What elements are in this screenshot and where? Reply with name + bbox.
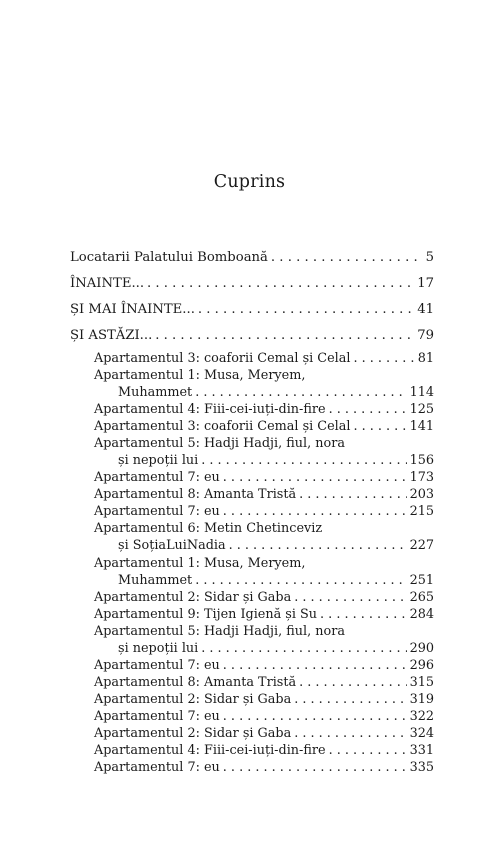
- page-title: Cuprins: [213, 172, 286, 192]
- toc-subentry-page: 141: [409, 419, 434, 434]
- toc-entry: [70, 302, 434, 318]
- toc-entry-page: 41: [417, 302, 434, 317]
- toc-entry-label: ÎNAINTE...: [70, 276, 145, 291]
- toc-subentry: [94, 675, 434, 691]
- dot-leader: [294, 692, 406, 708]
- toc-subentry: [118, 641, 434, 657]
- dot-leader: [147, 276, 414, 292]
- toc-subentry-page: 315: [409, 675, 434, 690]
- toc-subentry: [94, 351, 434, 367]
- toc-subentry-label: Apartamentul 7: eu: [94, 709, 220, 724]
- toc-subentry-page: 81: [417, 351, 434, 366]
- dot-leader: [198, 302, 414, 318]
- toc-subentry-line1: Apartamentul 1: Musa, Meryem,: [94, 368, 306, 383]
- toc-subentry-label: Apartamentul 9: Tijen Igienă și Su: [94, 607, 318, 622]
- dot-leader: [201, 453, 406, 469]
- toc-subentry: [94, 402, 434, 418]
- toc-subentry-page: 156: [409, 453, 434, 468]
- toc-subentry: [94, 504, 434, 520]
- toc-subentry: [118, 538, 434, 554]
- dot-leader: [201, 641, 406, 657]
- toc-entry-label: ȘI ASTĂZI...: [70, 328, 153, 343]
- toc-entry: [70, 276, 434, 292]
- toc-entry-page: 5: [425, 250, 434, 265]
- dot-leader: [299, 675, 406, 691]
- toc-subentry: [118, 573, 434, 589]
- toc-subentry-page: 173: [409, 470, 434, 485]
- dot-leader: [223, 470, 407, 486]
- toc-subentry-label: și nepoții lui: [118, 641, 199, 656]
- dot-leader: [353, 419, 406, 435]
- toc-subentry-label: Apartamentul 3: coaforii Cemal și Celal: [94, 351, 351, 366]
- toc-subentry: [118, 385, 434, 401]
- dot-leader: [353, 351, 414, 367]
- toc-subentry: [94, 470, 434, 486]
- toc-subentry-page: 284: [409, 607, 434, 622]
- dot-leader: [223, 658, 407, 674]
- toc-subentry: [94, 760, 434, 776]
- toc-subentry-page: 203: [409, 487, 434, 502]
- toc-subentry-label: Apartamentul 8: Amanta Tristă: [94, 487, 297, 502]
- toc-subentry-page: 125: [409, 402, 434, 417]
- toc-subentry-line1: Apartamentul 1: Musa, Meryem,: [94, 556, 306, 571]
- toc-subentry-label: Apartamentul 3: coaforii Cemal și Celal: [94, 419, 351, 434]
- dot-leader: [223, 709, 407, 725]
- toc-subentry-page: 322: [409, 709, 434, 724]
- toc-subentry-page: 335: [409, 760, 434, 775]
- toc-subentry-label: Apartamentul 7: eu: [94, 504, 220, 519]
- toc-subentry-label: Muhammet: [118, 573, 193, 588]
- toc-subentry-page: 319: [409, 692, 434, 707]
- toc-subentry: [94, 590, 434, 606]
- toc-subentry: [118, 453, 434, 469]
- toc-subentry-label: Apartamentul 2: Sidar și Gaba: [94, 692, 292, 707]
- toc-subentry-label: Apartamentul 2: Sidar și Gaba: [94, 726, 292, 741]
- dot-leader: [223, 760, 407, 776]
- toc-subentry-page: 296: [409, 658, 434, 673]
- dot-leader: [195, 385, 406, 401]
- toc-subentry: [94, 607, 434, 623]
- toc-subentry-label: și SoțiaLuiNadia: [118, 538, 226, 553]
- toc-entry: [70, 250, 434, 266]
- dot-leader: [229, 538, 407, 554]
- toc-subentry-label: Apartamentul 8: Amanta Tristă: [94, 675, 297, 690]
- toc-entry-page: 17: [417, 276, 434, 291]
- toc-subentry-page: 265: [409, 590, 434, 605]
- toc-subentry-page: 251: [409, 573, 434, 588]
- dot-leader: [271, 250, 423, 266]
- toc-subentry-page: 324: [409, 726, 434, 741]
- dot-leader: [294, 590, 406, 606]
- dot-leader: [155, 328, 414, 344]
- dot-leader: [223, 504, 407, 520]
- toc-subentry-line1: Apartamentul 5: Hadji Hadji, fiul, nora: [94, 624, 345, 639]
- dot-leader: [299, 487, 406, 503]
- toc-subentry: [94, 658, 434, 674]
- toc-subentry-page: 114: [409, 385, 434, 400]
- toc-subentry-line1: Apartamentul 6: Metin Chetinceviz: [94, 521, 323, 536]
- toc-subentry-label: Apartamentul 7: eu: [94, 470, 220, 485]
- toc-subentry-label: Apartamentul 7: eu: [94, 658, 220, 673]
- dot-leader: [320, 607, 407, 623]
- dot-leader: [195, 573, 406, 589]
- dot-leader: [294, 726, 406, 742]
- toc-subentry-label: Apartamentul 2: Sidar și Gaba: [94, 590, 292, 605]
- dot-leader: [329, 743, 407, 759]
- toc-subentry: [94, 743, 434, 759]
- toc-subentry-page: 227: [409, 538, 434, 553]
- toc-subentry-line1: Apartamentul 5: Hadji Hadji, fiul, nora: [94, 436, 345, 451]
- dot-leader: [329, 402, 407, 418]
- toc-subentry: [94, 692, 434, 708]
- toc-subentry-page: 290: [409, 641, 434, 656]
- toc-subentry-page: 331: [409, 743, 434, 758]
- toc-subentry-label: Apartamentul 7: eu: [94, 760, 220, 775]
- toc-entry-label: Locatarii Palatului Bomboană: [70, 250, 268, 265]
- toc-subentry: [94, 726, 434, 742]
- toc-subentry-label: și nepoții lui: [118, 453, 199, 468]
- toc-subentry-page: 215: [409, 504, 434, 519]
- toc-entry: [70, 328, 434, 344]
- toc-subentry: [94, 419, 434, 435]
- toc-entry-label: ȘI MAI ÎNAINTE...: [70, 302, 195, 317]
- toc-subentry-label: Apartamentul 4: Fiii-cei-iuți-din-fire: [94, 402, 326, 417]
- toc-subentry: [94, 709, 434, 725]
- toc-subentry: [94, 487, 434, 503]
- toc-entry-page: 79: [417, 328, 434, 343]
- toc-subentry-label: Muhammet: [118, 385, 193, 400]
- toc-subentry-label: Apartamentul 4: Fiii-cei-iuți-din-fire: [94, 743, 326, 758]
